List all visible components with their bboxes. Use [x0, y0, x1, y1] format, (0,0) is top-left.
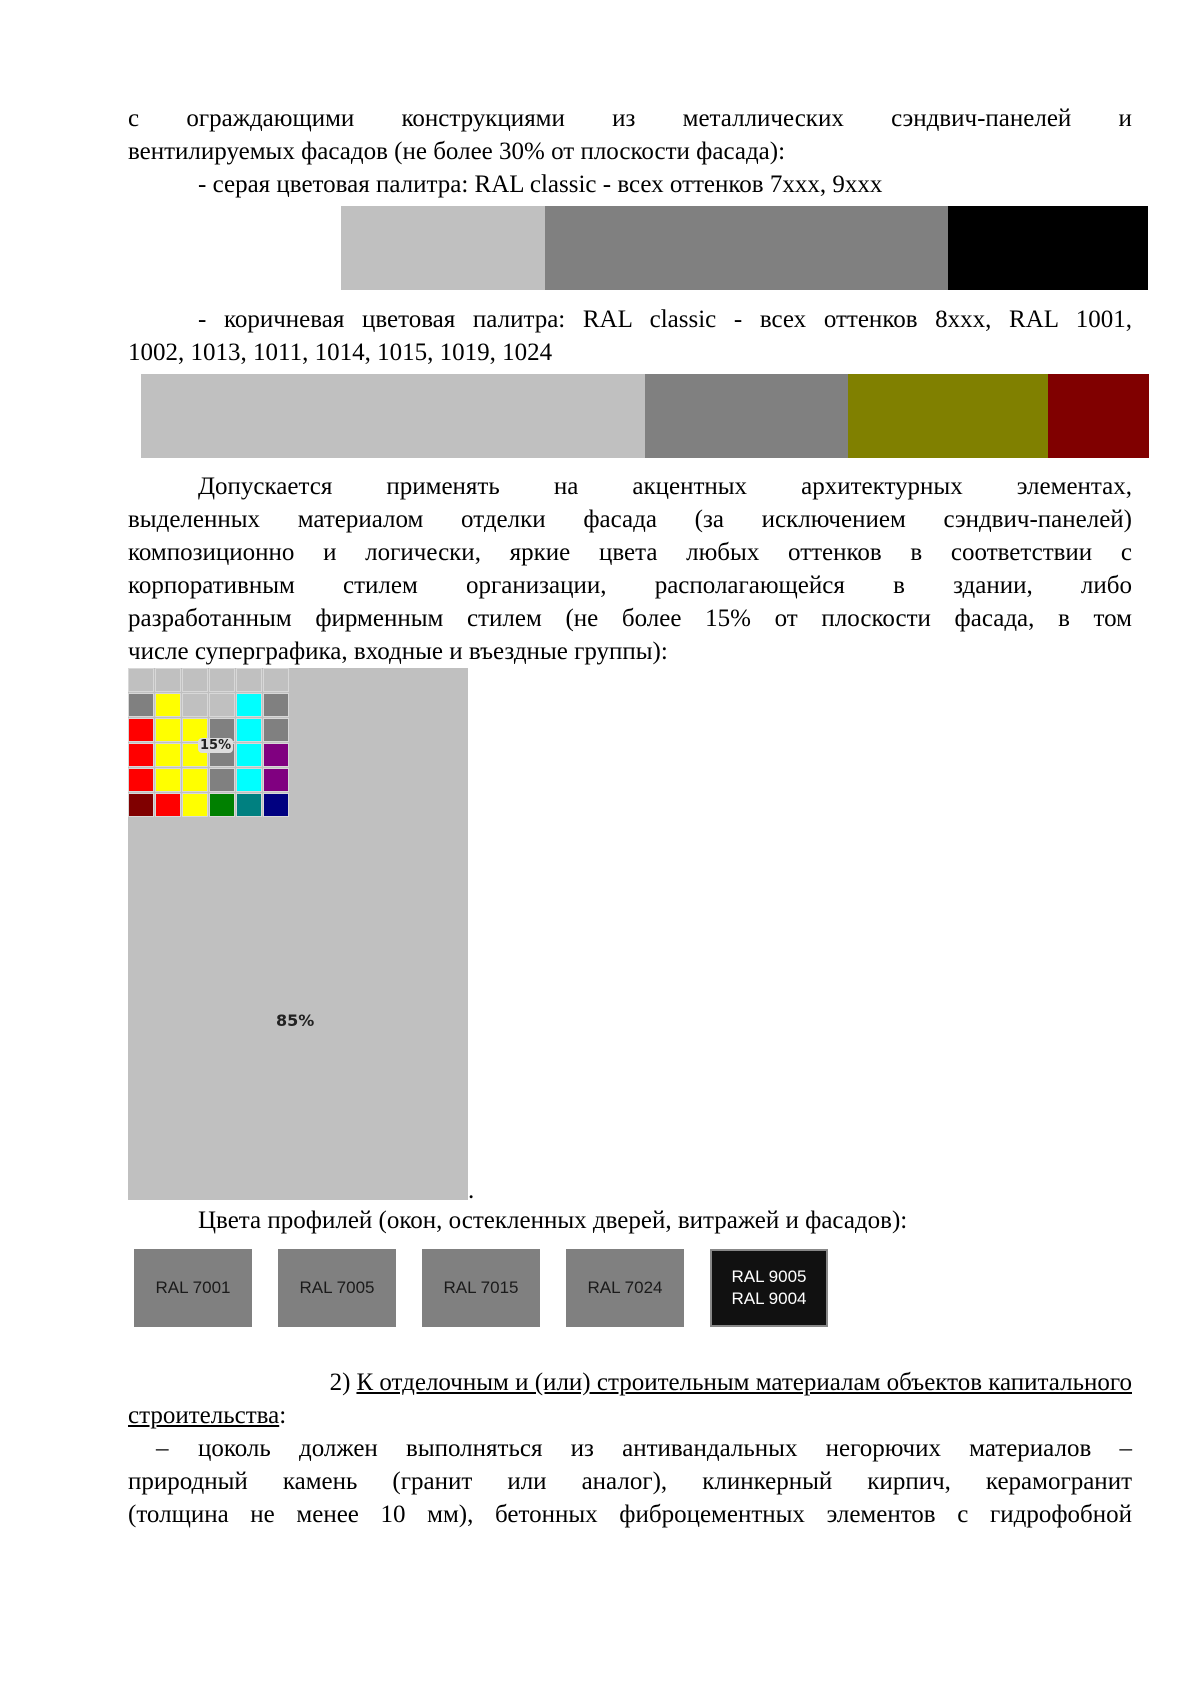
- profile-ral-7005: RAL 7005: [278, 1249, 396, 1327]
- word: сэндвич-панелей: [891, 105, 1072, 132]
- palette-cell: [263, 743, 289, 767]
- palette-cell: [128, 768, 154, 792]
- palette-cell: [128, 668, 154, 692]
- plinth-dash: –: [156, 1435, 169, 1462]
- palette-cell: [236, 718, 262, 742]
- accent-line-2: выделенных материалом отделки фасада (за исключением сэндвич-панелей): [128, 506, 1132, 533]
- section-2-title-part-1: К отделочным и (или) строительным материалам объектов капитального: [356, 1369, 1132, 1396]
- swatch-light-grey-2: [546, 374, 645, 458]
- section-2-heading: [128, 1366, 1132, 1432]
- accent-line-5: разработанным фирменным стилем (не более 15% от плоскости фасада, в том: [128, 605, 1132, 632]
- section-2-line-2: [128, 1399, 1132, 1432]
- plinth-paragraph: [128, 1432, 1132, 1531]
- word: из: [612, 105, 636, 132]
- profile-ral-9005-9004: [710, 1249, 828, 1327]
- section-2-number: 2): [329, 1369, 351, 1396]
- palette-cell: [155, 718, 181, 742]
- palette-cell: [182, 793, 208, 817]
- brown-palette-line-1: - коричневая цветовая палитра: RAL classic - всех оттенков 8xxx, RAL 1001,: [198, 306, 1132, 333]
- grey-palette-strip: [341, 206, 1148, 290]
- brown-palette-paragraph: [128, 303, 1132, 369]
- accent-share-label: 15%: [200, 738, 232, 753]
- palette-cell: [155, 768, 181, 792]
- word: металлических: [682, 105, 844, 132]
- trailing-dot: .: [468, 1177, 475, 1204]
- word: и: [1118, 105, 1132, 132]
- facade-ratio-diagram: [128, 668, 468, 1200]
- intro-line-1: [128, 102, 1132, 135]
- palette-cell: [128, 793, 154, 817]
- palette-cell: [128, 743, 154, 767]
- swatch-maroon: [1048, 374, 1149, 458]
- swatch-olive-2: [947, 374, 1048, 458]
- word: ограждающими: [186, 105, 355, 132]
- palette-cell: [182, 768, 208, 792]
- palette-cell: [182, 693, 208, 717]
- swatch-light-grey-1: [141, 374, 546, 458]
- palette-cell: [263, 668, 289, 692]
- intro-line-2: вентилируемых фасадов (не более 30% от плоскости фасада):: [128, 138, 786, 165]
- palette-cell: [236, 793, 262, 817]
- brown-palette-line-2: 1002, 1013, 1011, 1014, 1015, 1019, 1024: [128, 339, 553, 366]
- section-2-colon: :: [279, 1402, 287, 1429]
- section-2-line-1: [128, 1366, 1132, 1399]
- palette-cell: [236, 743, 262, 767]
- palette-cell: [155, 693, 181, 717]
- swatch-light-grey: [341, 206, 545, 290]
- palette-cell: [182, 668, 208, 692]
- palette-cell: [209, 793, 235, 817]
- profile-ral-9004: RAL 9004: [731, 1289, 807, 1308]
- profile-ral-7024: RAL 7024: [566, 1249, 684, 1327]
- palette-cell: [209, 768, 235, 792]
- intro-paragraph: [128, 102, 1132, 201]
- plinth-line-1-text: цоколь должен выполняться из антивандальных негорючих материалов –: [198, 1435, 1132, 1462]
- swatch-grey: [545, 206, 948, 290]
- accent-line-4: корпоративным стилем организации, располагающейся в здании, либо: [128, 572, 1132, 599]
- palette-cell: [209, 668, 235, 692]
- profile-ral-7015: RAL 7015: [422, 1249, 540, 1327]
- accent-line-6: числе суперграфика, входные и въездные группы):: [128, 638, 668, 665]
- palette-cell: [263, 718, 289, 742]
- profile-ral-9005: RAL 9005: [731, 1267, 807, 1286]
- palette-cell: [263, 693, 289, 717]
- plinth-line-2: природный камень (гранит или аналог), клинкерный кирпич, керамогранит: [128, 1468, 1132, 1495]
- palette-cell: [128, 718, 154, 742]
- accent-line-3: композиционно и логически, яркие цвета любых оттенков в соответствии с: [128, 539, 1132, 566]
- palette-cell: [155, 743, 181, 767]
- palette-cell: [236, 668, 262, 692]
- grey-palette-item: - серая цветовая палитра: RAL classic - всех оттенков 7xxx, 9xxx: [198, 171, 883, 198]
- swatch-grey: [645, 374, 848, 458]
- accent-paragraph: [128, 470, 1132, 668]
- palette-cell: [209, 693, 235, 717]
- palette-cell: [155, 668, 181, 692]
- profile-ral-7001: RAL 7001: [134, 1249, 252, 1327]
- palette-cell: [263, 793, 289, 817]
- palette-cell: [263, 768, 289, 792]
- plinth-line-1: [128, 1432, 1132, 1465]
- word: конструкциями: [401, 105, 565, 132]
- palette-cell: [236, 693, 262, 717]
- profiles-heading: Цвета профилей (окон, остекленных дверей, витражей и фасадов):: [198, 1207, 908, 1234]
- plinth-line-3: (толщина не менее 10 мм), бетонных фиброцементных элементов с гидрофобной: [128, 1501, 1132, 1528]
- word: с: [128, 105, 140, 132]
- section-2-title-part-2: строительства: [128, 1402, 280, 1429]
- swatch-olive-1: [848, 374, 947, 458]
- palette-cell: [236, 768, 262, 792]
- accent-line-1: Допускается применять на акцентных архитектурных элементах,: [198, 473, 1132, 500]
- palette-cell: [128, 693, 154, 717]
- brown-palette-strip: [141, 374, 1149, 458]
- swatch-black: [948, 206, 1148, 290]
- base-share-label: 85%: [276, 1011, 315, 1030]
- palette-cell: [155, 793, 181, 817]
